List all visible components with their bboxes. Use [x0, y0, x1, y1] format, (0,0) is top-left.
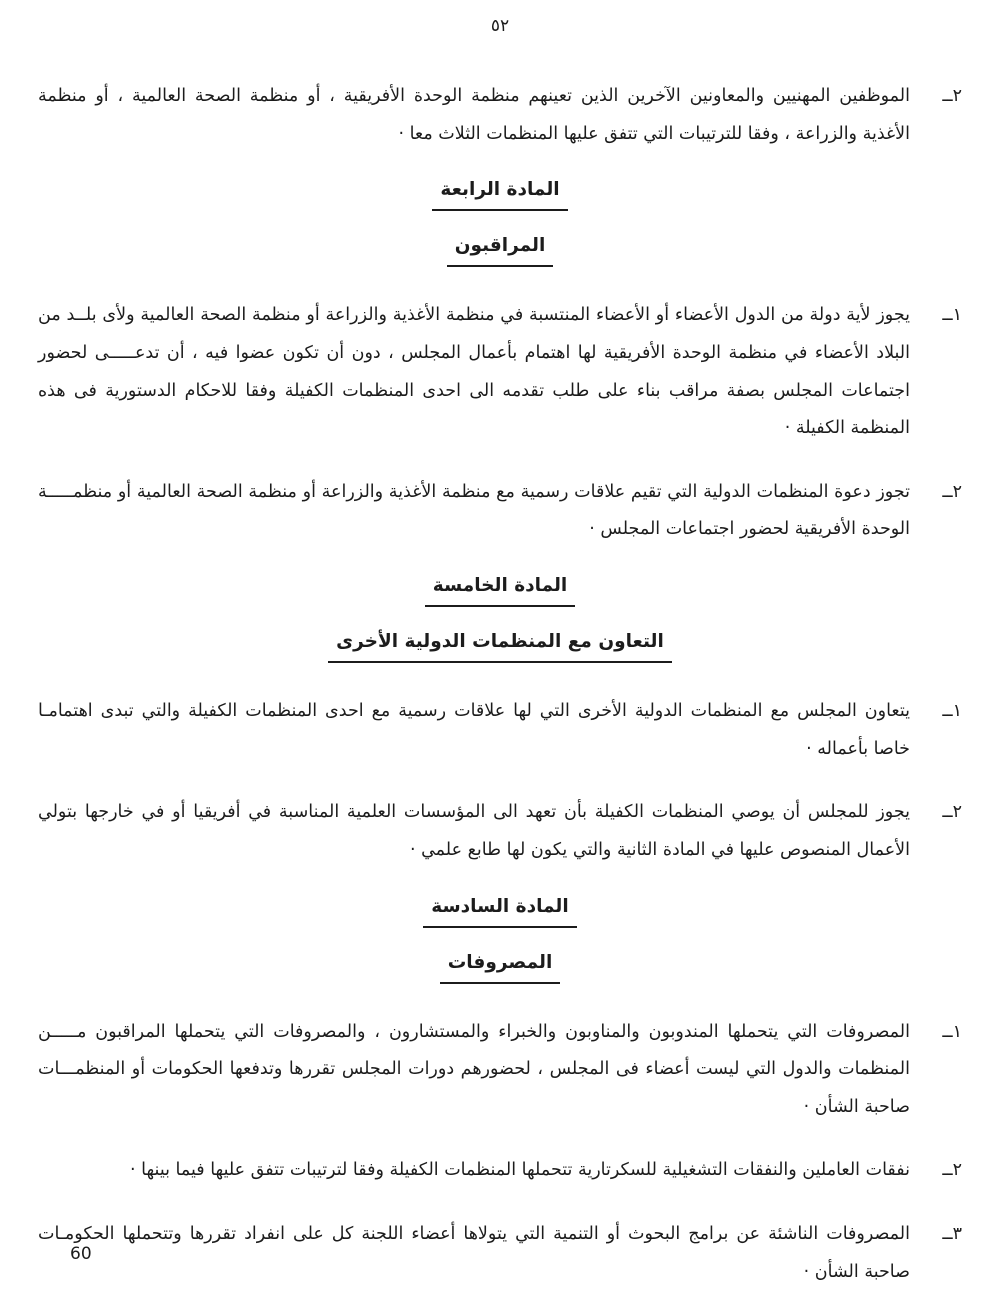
article-6-title: [38, 896, 962, 928]
article-5-subtitle: [38, 631, 962, 663]
article-4-subtitle-text: المراقبون: [447, 235, 554, 267]
article-4-title: [38, 179, 962, 211]
item-text: يتعاون المجلس مع المنظمات الدولية الأخرى التي لها علاقات رسمية مع احدى المنظمات الكفيلة والتي تبدى اهتمامـا خاصا بأعماله ·: [38, 701, 910, 759]
item-number: ١ــ: [942, 701, 962, 721]
list-item: [38, 474, 962, 549]
item-text: المصروفات التي يتحملها المندوبون والمناوبون والخبراء والمستشارون ، والمصروفات التي يتحملها المراقبون مـــــن المنظمات والدول التي ليست أعضاء فى المجلس ، لحضورهم دورات المجلس تقررها وتدفعها الحكومات أو المنظمـــات صاحبة الشأن ·: [38, 1021, 910, 1117]
list-item: [38, 693, 962, 768]
list-item: [38, 794, 962, 869]
page-number-bottom: 60: [70, 1244, 92, 1264]
article-5-title: [38, 575, 962, 607]
item-text: نفقات العاملين والنفقات التشغيلية للسكرتارية تتحملها المنظمات الكفيلة وفقا لترتيبات تتفق عليها فيما بينها ·: [130, 1160, 910, 1181]
article-6-title-text: المادة السادسة: [423, 896, 576, 928]
article-6-subtitle-text: المصروفات: [440, 952, 561, 984]
item-number: ٢ــ: [942, 802, 962, 823]
item-text: يجوز لأية دولة من الدول الأعضاء أو الأعضاء المنتسبة في منظمة الأغذية والزراعة أو منظمة الصحة العالمية ولأى بلــد من البلاد الأعضاء في منظمة الوحدة الأفريقية لها اهتمام بأعمال المجلس ، دون أن تكون عضوا فيه ، أن تدعـــــى لحضور اجتماعات المجلس بصفة مراقب بناء على طلب تقدمه الى احدى المنظمات الكفيلة وفقا للاحكام الدستورية فى هذه المنظمة الكفيلة ·: [38, 305, 910, 439]
list-item: [38, 78, 962, 153]
document-content: [0, 78, 1000, 1291]
item-number: ٢ــ: [942, 86, 962, 106]
article-4-title-text: المادة الرابعة: [432, 179, 567, 211]
list-item: [38, 1216, 962, 1291]
item-number: ٣ــ: [942, 1224, 962, 1244]
list-item: [38, 1014, 962, 1127]
article-4-subtitle: [38, 235, 962, 267]
item-number: ٢ــ: [942, 1160, 962, 1181]
article-6-subtitle: [38, 952, 962, 984]
page-number-top: ٥٢: [490, 16, 510, 36]
article-5-subtitle-text: التعاون مع المنظمات الدولية الأخرى: [328, 631, 672, 663]
item-number: ١ــ: [942, 1021, 962, 1042]
list-item: [38, 1152, 962, 1190]
list-item: [38, 297, 962, 448]
item-number: ١ــ: [942, 305, 962, 326]
item-number: ٢ــ: [942, 481, 962, 502]
item-text: تجوز دعوة المنظمات الدولية التي تقيم علاقات رسمية مع منظمة الأغذية والزراعة أو منظمة الصحة العالمية أو منظمـــــة الوحدة الأفريقية لحضور اجتماعات المجلس ·: [38, 481, 910, 540]
item-text: يجوز للمجلس أن يوصي المنظمات الكفيلة بأن تعهد الى المؤسسات العلمية المناسبة في أفريقيا أو في خارجها بتولي الأعمال المنصوص عليها في المادة الثانية والتي يكون لها طابع علمي ·: [38, 802, 910, 860]
item-text: الموظفين المهنيين والمعاونين الآخرين الذين تعينهم منظمة الوحدة الأفريقية ، أو منظمة الصحة العالمية ، أو منظمة الأغذية والزراعة ، وفقا للترتيبات التي تتفق عليها المنظمات الثلاث معا ·: [38, 86, 910, 144]
item-text: المصروفات الناشئة عن برامج البحوث أو التنمية التي يتولاها أعضاء اللجنة كل على انفراد تقررها وتتحملها الحكومـات صاحبة الشأن ·: [38, 1224, 910, 1282]
article-5-title-text: المادة الخامسة: [425, 575, 576, 607]
